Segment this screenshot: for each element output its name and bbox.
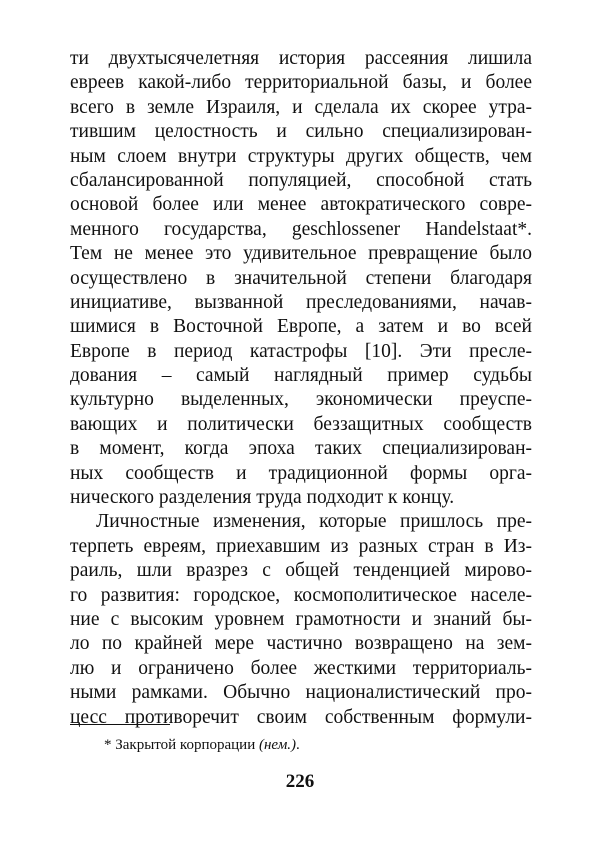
text-line: ными рамками. Обычно националистический про- — [70, 682, 532, 704]
text-line: ных сообществ и традиционной формы орга- — [70, 462, 532, 484]
footnote-tail: . — [296, 737, 300, 753]
text-line: цесс противоречит своим собственным формули- — [70, 706, 532, 728]
footnote — [104, 736, 300, 754]
text-line-paragraph-start: Личностные изменения, которые пришлось пре- — [96, 511, 532, 533]
text-line: ти двухтысячелетняя история рассеяния лишила — [70, 48, 532, 69]
text-line: тившим целостность и сильно специализирован- — [70, 121, 532, 143]
text-line: шимися в Восточной Европе, а затем и во всей — [70, 316, 532, 338]
footnote-marker: * — [104, 737, 112, 753]
footnote-text: Закрытой корпорации — [115, 737, 256, 753]
text-line: всего в земле Израиля, и сделала их скорее утра- — [70, 96, 532, 118]
body-text — [70, 47, 532, 730]
text-line: культурно выделенных, экономически преуспе- — [70, 389, 532, 411]
text-line: основой более или менее автократического совре- — [70, 194, 532, 216]
footnote-divider — [70, 724, 170, 725]
text-line: ло по крайней мере частично возвращено на зем- — [70, 633, 532, 655]
text-line: Европе в период катастрофы [10]. Эти пресле- — [70, 340, 532, 362]
text-line: осуществлено в значительной степени благодаря — [70, 267, 532, 289]
text-line: Тем не менее это удивительное превращение было — [70, 243, 532, 265]
text-line: евреев какой-либо территориальной базы, и более — [70, 72, 532, 94]
text-line: вающих и политически беззащитных сообществ — [70, 413, 532, 435]
text-line: ным слоем внутри структуры других обществ, чем — [70, 145, 532, 167]
page-number: 226 — [285, 771, 315, 792]
text-line: сбалансированной популяцией, способной стать — [70, 169, 532, 191]
text-line: нического разделения труда подходит к концу. — [70, 487, 455, 509]
text-line: инициативе, вызванной преследованиями, начав- — [70, 291, 532, 313]
text-line: ние с высоким уровнем грамотности и знаний бы- — [70, 608, 532, 630]
text-line: го развития: городское, космополитическое населе- — [70, 584, 532, 606]
footnote-gloss: (нем.) — [258, 737, 297, 753]
text-line: лю и ограничено более жесткими территориаль- — [70, 657, 532, 679]
text-line: в момент, когда эпоха таких специализирован- — [70, 438, 532, 460]
text-line: раиль, шли вразрез с общей тенденцией мирово- — [70, 560, 532, 582]
text-line: менного государства, geschlossener Handelstaat*. — [70, 218, 532, 240]
text-line: терпеть евреям, приехавшим из разных стран в Из- — [70, 535, 532, 557]
text-line: дования – самый наглядный пример судьбы — [70, 365, 532, 387]
